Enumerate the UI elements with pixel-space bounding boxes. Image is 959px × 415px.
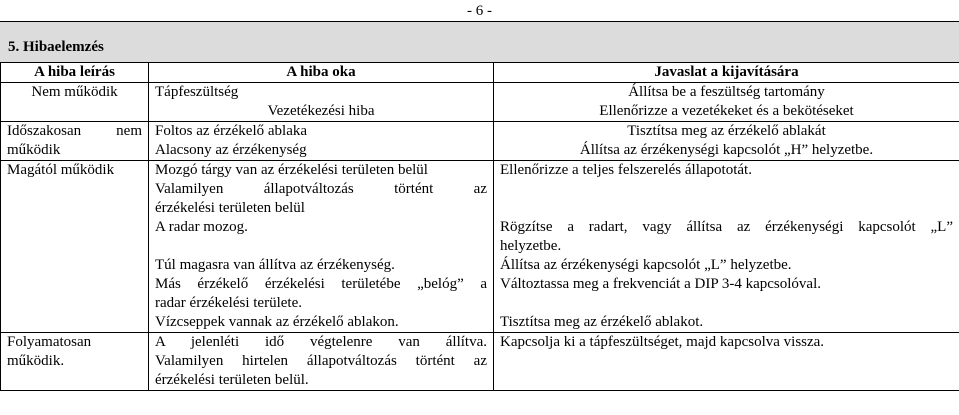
fault-description: Nem működik	[1, 83, 149, 103]
suggested-fix: Állítsa az érzékenységi kapcsolót „H” helyzetbe.	[494, 141, 959, 161]
suggested-fix: Ellenőrizze a vezetékeket és a bekötéseket	[494, 102, 959, 122]
fault-description	[1, 180, 149, 218]
fault-description	[1, 333, 149, 391]
fault-cause: Vezetékezési hiba	[149, 102, 494, 122]
table-header-row	[1, 63, 959, 83]
suggested-fix	[494, 180, 959, 218]
section-title: 5. Hibaelemzés	[8, 39, 104, 55]
fault-cause-line: Valamilyen állapotváltozás történt az	[155, 181, 487, 197]
fault-description-line: Folyamatosan	[7, 334, 92, 350]
fault-description: Magától működik	[1, 161, 149, 181]
header-suggested-fix: Javaslat a kijavítására	[494, 63, 959, 83]
fault-cause: Mozgó tárgy van az érzékelési területen belül	[149, 161, 494, 181]
table-row	[1, 275, 959, 313]
table-row	[1, 161, 959, 181]
suggested-fix: Állítsa be a feszültség tartomány	[494, 83, 959, 103]
suggested-fix: Ellenőrizze a teljes felszerelés állapototát.	[494, 161, 959, 181]
fault-analysis-table	[0, 62, 959, 391]
suggested-fix-line: Rögzítse a radart, vagy állítsa az érzékenységi kapcsolót „L”	[500, 219, 953, 235]
fault-cause-line: Más érzékelő érzékelési területébe „belóg” a	[155, 276, 487, 292]
fault-cause	[149, 333, 494, 391]
fault-cause: Túl magasra van állítva az érzékenység.	[149, 256, 494, 275]
fault-cause-line: érzékelési területen belül	[155, 200, 305, 216]
suggested-fix: Tisztítsa meg az érzékelő ablakot.	[494, 313, 959, 333]
page-number: - 6 -	[467, 3, 492, 19]
fault-cause-line: érzékelési területen belül.	[155, 372, 309, 388]
header-fault-description: A hiba leírás	[1, 63, 149, 83]
fault-description	[1, 275, 149, 313]
fault-description: Időszakosan nem	[1, 122, 149, 142]
suggested-fix: Állítsa az érzékenységi kapcsolót „L” helyzetbe.	[494, 256, 959, 275]
table-row	[1, 333, 959, 391]
table-row	[1, 122, 959, 142]
table-row	[1, 313, 959, 333]
table-row	[1, 218, 959, 256]
fault-cause: Tápfeszültség	[149, 83, 494, 103]
table-row	[1, 83, 959, 103]
fault-description	[1, 102, 149, 122]
fault-description	[1, 256, 149, 275]
suggested-fix	[494, 218, 959, 256]
fault-cause-line: radar érzékelési területe.	[155, 295, 302, 311]
suggested-fix: Tisztítsa meg az érzékelő ablakát	[494, 122, 959, 142]
fault-description	[1, 218, 149, 256]
fault-cause-line: A jelenléti idő végtelenre van állítva.	[155, 334, 487, 350]
suggested-fix: Változtassa meg a frekvenciát a DIP 3-4 kapcsolóval.	[494, 275, 959, 313]
fault-cause: Foltos az érzékelő ablaka	[149, 122, 494, 142]
table-row	[1, 180, 959, 218]
table-row	[1, 256, 959, 275]
fault-cause: Alacsony az érzékenység	[149, 141, 494, 161]
fault-cause-line: Valamilyen hirtelen állapotváltozás történt az	[155, 353, 487, 369]
header-fault-cause: A hiba oka	[149, 63, 494, 83]
fault-description-line: működik.	[7, 353, 65, 369]
table-row	[1, 102, 959, 122]
fault-cause	[149, 180, 494, 218]
fault-cause: A radar mozog.	[149, 218, 494, 256]
fault-cause	[149, 275, 494, 313]
table-row	[1, 141, 959, 161]
fault-description	[1, 313, 149, 333]
fault-description: működik	[1, 141, 149, 161]
fault-cause: Vízcseppek vannak az érzékelő ablakon.	[149, 313, 494, 333]
suggested-fix-line: helyzetbe.	[500, 238, 562, 254]
section-header	[0, 21, 959, 62]
suggested-fix: Kapcsolja ki a tápfeszültséget, majd kapcsolva vissza.	[494, 333, 959, 391]
